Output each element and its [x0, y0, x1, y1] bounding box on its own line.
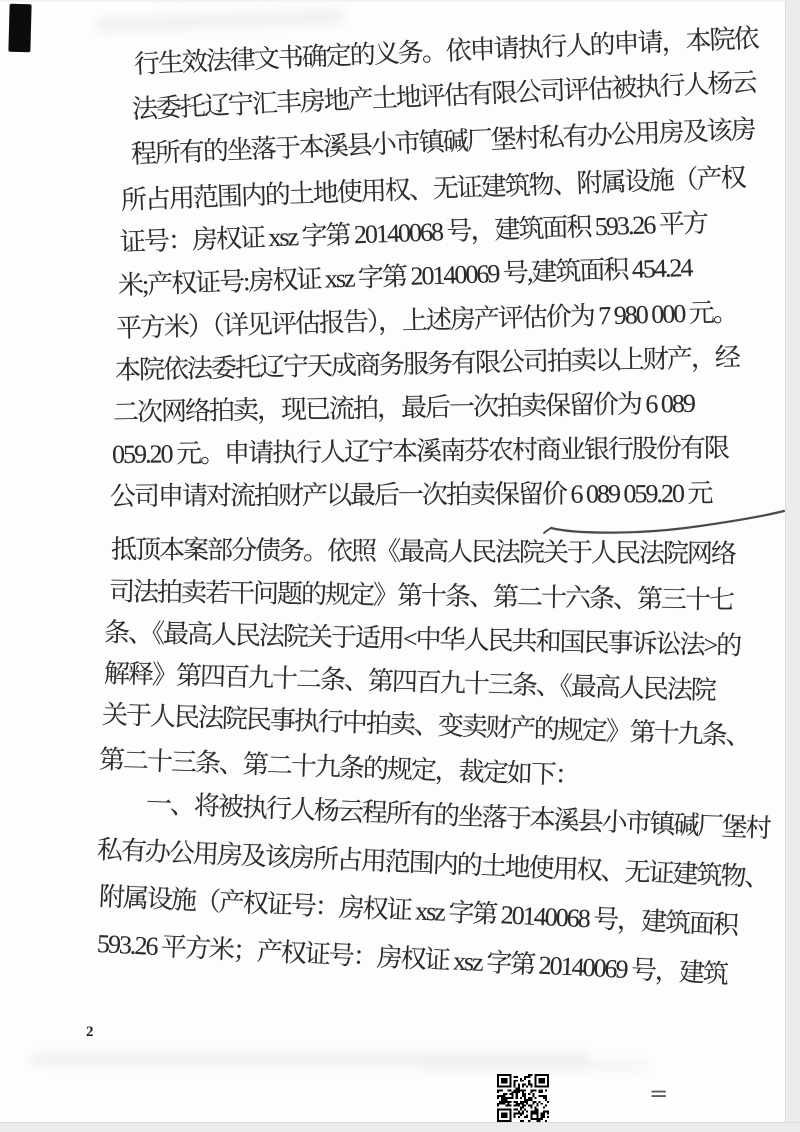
document-line: 593.26 平方米；产权证号：房权证 xsz 字第 20140069 号，建筑 — [96, 929, 728, 989]
document-line: 证号：房权证 xsz 字第 20140068 号，建筑面积 593.26 平方 — [119, 208, 708, 257]
document-line: 关于人民法院民事执行中拍卖、变卖财产的规定》第十九条、 — [101, 700, 751, 751]
document-line: 附属设施（产权证号：房权证 xsz 字第 20140068 号，建筑面积 — [98, 882, 738, 940]
document-line: 平方米）（详见评估报告），上述房产评估价为 7 980 000 元。 — [115, 297, 738, 343]
qr-code — [497, 1074, 549, 1122]
scan-corner-mark — [8, 4, 31, 53]
scan-smudge — [95, 10, 345, 33]
document-line: 抵顶本案部分债务。依照《最高人民法院关于人民法院网络 — [110, 535, 736, 569]
page-edge-right — [785, 0, 800, 1132]
document-line: 第二十三条、第二十九条的规定，裁定如下： — [98, 745, 580, 790]
document-line: 行生效法律文书确定的义务。依申请执行人的申请，本院依 — [133, 23, 759, 79]
document-line: 程所有的坐落于本溪县小市镇碱厂堡村私有办公用房及该房 — [130, 114, 756, 169]
document-line: 条、《最高人民法院关于适用<中华人民共和国民事诉讼法>的 — [103, 618, 741, 661]
document-line: 米;产权证号:房权证 xsz 字第 20140069 号,建筑面积 454.24 — [117, 252, 692, 300]
document-line: 公司申请对流拍财产以最后一次拍卖保留价 6 089 059.20 元 — [109, 478, 712, 511]
document-line: 一、将被执行人杨云程所有的坐落于本溪县小市镇碱厂堡村 — [145, 789, 771, 844]
scan-smudge — [420, 1060, 650, 1070]
document-line: 二次网络拍卖，现已流拍，最后一次拍卖保留价为 6 089 — [112, 388, 695, 427]
page-number: 2 — [86, 1024, 94, 1040]
document-line: 解释》第四百九十二条、第四百九十三条、《最高人民法院 — [103, 659, 716, 706]
document-line: 法委托辽宁汇丰房地产土地评估有限公司评估被执行人杨云 — [131, 67, 757, 124]
page-edge-top — [0, 0, 800, 2]
document-line: 私有办公用房及该房所占用范围内的土地使用权、无证建筑物、 — [96, 835, 770, 893]
document-line: 所占用范围内的土地使用权、无证建筑物、附属设施（产权 — [120, 163, 746, 215]
document-line: 059.20 元。申请执行人辽宁本溪南芬农村商业银行股份有限 — [111, 433, 729, 469]
document-line: 本院依法委托辽宁天成商务服务有限公司拍卖以上财产，经 — [114, 342, 740, 385]
pen-equals-mark: = — [650, 1082, 667, 1107]
page-edge-bottom — [0, 1122, 800, 1132]
document-line: 司法拍卖若干问题的规定》第十条、第二十六条、第三十七 — [108, 577, 734, 615]
